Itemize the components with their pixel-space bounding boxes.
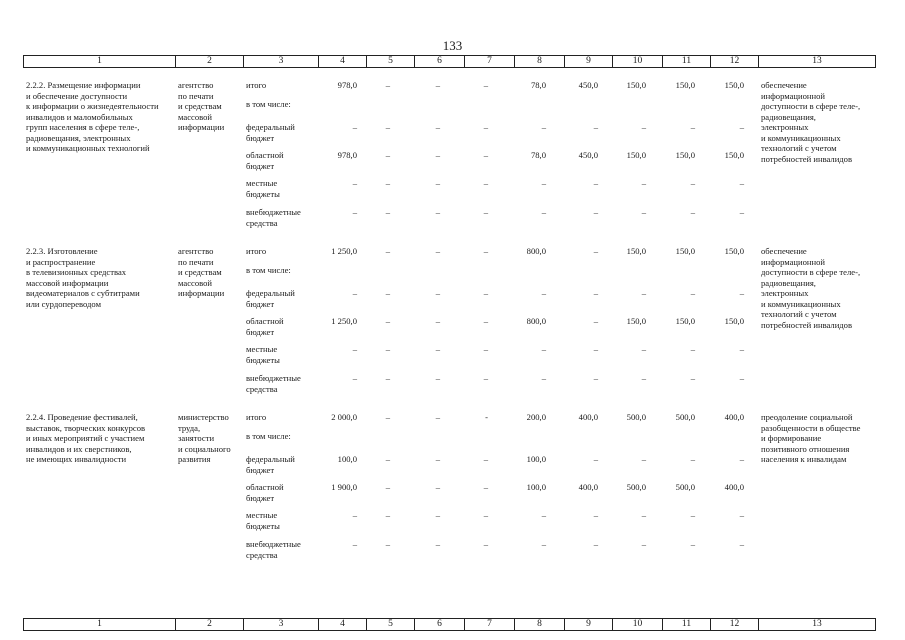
value-cell: 150,0 <box>724 246 744 256</box>
value-cell: 100,0 <box>526 454 546 464</box>
value-cell: 500,0 <box>675 412 695 422</box>
funding-source-line: внебюджетные <box>246 373 301 383</box>
value-cell: 150,0 <box>626 150 646 160</box>
value-cell: – <box>483 178 488 188</box>
value-cell: – <box>435 207 440 217</box>
value-cell: – <box>641 178 646 188</box>
value-cell: – <box>435 454 440 464</box>
value-cell: – <box>593 316 598 326</box>
header-cell-9: 9 <box>565 619 613 631</box>
executor <box>178 80 246 133</box>
header-cell-6: 6 <box>415 619 465 631</box>
value-cell: 400,0 <box>724 482 744 492</box>
value-cell: – <box>385 344 390 354</box>
column-header-top <box>23 55 876 68</box>
executor-line: труда, <box>178 422 201 433</box>
value-cell: – <box>739 344 744 354</box>
expected-result <box>761 246 877 330</box>
value-cell: – <box>593 122 598 132</box>
value-cell: – <box>641 207 646 217</box>
value-cell: – <box>352 539 357 549</box>
funding-source <box>246 539 321 560</box>
value-cell: – <box>435 288 440 298</box>
header-row <box>24 56 876 68</box>
expected-result-line: и коммуникационных <box>761 298 841 309</box>
value-cell: 800,0 <box>526 316 546 326</box>
value-cell: – <box>435 178 440 188</box>
value-cell: – <box>593 288 598 298</box>
value-cell: – <box>739 539 744 549</box>
executor-line: министерство <box>178 412 229 422</box>
expected-result-line: населения к инвалидам <box>761 454 847 464</box>
value-cell: 150,0 <box>626 316 646 326</box>
value-cell: – <box>352 373 357 383</box>
expected-result-line: потребностей инвалидов <box>761 153 853 164</box>
funding-source-line: бюджет <box>246 492 275 503</box>
value-cell: – <box>435 482 440 492</box>
expected-result <box>761 412 877 465</box>
value-cell: – <box>739 373 744 383</box>
header-cell-5: 5 <box>367 619 415 631</box>
expected-result-line: и коммуникационных <box>761 132 841 143</box>
measure-name-line: выставок, творческих конкурсов <box>26 422 146 433</box>
value-cell: – <box>385 510 390 520</box>
funding-source-line: местные <box>246 178 278 188</box>
value-cell: 150,0 <box>626 80 646 90</box>
funding-source-line: областной <box>246 150 284 160</box>
measure-name-line: инвалидов и маломобильных <box>26 111 133 122</box>
expected-result-line: технологий с учетом <box>761 143 837 153</box>
expected-result-line: обеспечение <box>761 246 807 256</box>
expected-result-line: электронных <box>761 288 809 298</box>
value-cell: – <box>690 207 695 217</box>
value-cell: – <box>385 122 390 132</box>
executor-line: занятости <box>178 433 215 443</box>
value-cell: – <box>541 344 546 354</box>
funding-source-line: местные <box>246 510 278 520</box>
value-cell: – <box>352 510 357 520</box>
value-cell: – <box>385 80 390 90</box>
measure-name-line: массовой информации <box>26 277 109 288</box>
header-cell-3: 3 <box>244 619 319 631</box>
value-cell: – <box>483 344 488 354</box>
executor-line: массовой <box>178 111 213 122</box>
value-cell: 1 250,0 <box>331 316 357 326</box>
funding-source-line: итого <box>246 80 267 90</box>
expected-result-line: радиовещания, <box>761 111 816 122</box>
value-cell: 2 000,0 <box>331 412 357 422</box>
funding-source-line: бюджет <box>246 160 275 171</box>
value-cell: – <box>593 454 598 464</box>
value-cell: – <box>435 246 440 256</box>
value-cell: 150,0 <box>675 316 695 326</box>
value-cell: 150,0 <box>675 150 695 160</box>
value-cell: 150,0 <box>724 150 744 160</box>
value-cell: – <box>690 122 695 132</box>
funding-source-line: федеральный <box>246 454 295 464</box>
value-cell: – <box>641 510 646 520</box>
expected-result-line: обеспечение <box>761 80 807 90</box>
expected-result-line: доступности в сфере теле-, <box>761 101 861 111</box>
value-cell: – <box>483 539 488 549</box>
executor-line: развития <box>178 454 211 464</box>
executor-line: и средствам <box>178 267 222 277</box>
measure-name-line: 2.2.4. Проведение фестивалей, <box>26 412 138 422</box>
value-cell: – <box>483 316 488 326</box>
measure-name-line: в телевизионных средствах <box>26 267 127 277</box>
measure-name-line: и иных мероприятий с участием <box>26 433 145 443</box>
executor-line: и средствам <box>178 101 222 111</box>
funding-source-line: внебюджетные <box>246 207 301 217</box>
value-cell: – <box>352 207 357 217</box>
expected-result-line: преодоление социальной <box>761 412 853 422</box>
value-cell: – <box>385 246 390 256</box>
value-cell: – <box>541 539 546 549</box>
header-cell-6: 6 <box>415 56 465 68</box>
header-cell-9: 9 <box>565 56 613 68</box>
funding-source-line: местные <box>246 344 278 354</box>
value-cell: – <box>593 344 598 354</box>
funding-source <box>246 482 321 503</box>
value-cell: – <box>483 150 488 160</box>
measure-name-line: и коммуникационных технологий <box>26 143 150 153</box>
value-cell: – <box>690 178 695 188</box>
value-cell: – <box>739 207 744 217</box>
header-cell-7: 7 <box>465 56 515 68</box>
value-cell: – <box>690 373 695 383</box>
executor-line: массовой <box>178 277 213 288</box>
measure-name <box>26 412 176 465</box>
measure-name-line: 2.2.2. Размещение информации <box>26 80 141 90</box>
header-cell-10: 10 <box>613 56 663 68</box>
value-cell: – <box>593 207 598 217</box>
header-cell-8: 8 <box>515 56 565 68</box>
value-cell: – <box>435 373 440 383</box>
value-cell: – <box>641 344 646 354</box>
value-cell: – <box>352 288 357 298</box>
funding-source-line: в том числе: <box>246 265 291 275</box>
executor-line: информации <box>178 288 225 298</box>
executor-line: агентство <box>178 246 214 256</box>
value-cell: 500,0 <box>675 482 695 492</box>
value-cell: 450,0 <box>578 150 598 160</box>
value-cell: 100,0 <box>526 482 546 492</box>
funding-source-line: итого <box>246 246 267 256</box>
value-cell: – <box>690 510 695 520</box>
value-cell: 400,0 <box>578 412 598 422</box>
value-cell: – <box>739 178 744 188</box>
funding-source <box>246 454 321 475</box>
value-cell: 500,0 <box>626 482 646 492</box>
executor-line: по печати <box>178 256 214 267</box>
value-cell: – <box>435 316 440 326</box>
funding-source <box>246 265 321 276</box>
expected-result-line: разобщенности в обществе <box>761 422 861 433</box>
header-cell-5: 5 <box>367 56 415 68</box>
value-cell: 200,0 <box>526 412 546 422</box>
executor-line: по печати <box>178 90 214 101</box>
funding-source <box>246 288 321 309</box>
value-cell: 150,0 <box>675 246 695 256</box>
value-cell: 978,0 <box>337 150 357 160</box>
page-number: 133 <box>442 38 463 53</box>
value-cell: – <box>641 373 646 383</box>
value-cell: – <box>739 510 744 520</box>
executor-line: агентство <box>178 80 214 90</box>
value-cell: – <box>690 454 695 464</box>
value-cell: - <box>485 412 488 422</box>
value-cell: 1 250,0 <box>331 246 357 256</box>
value-cell: – <box>385 178 390 188</box>
value-cell: – <box>352 178 357 188</box>
measure-name-line: 2.2.3. Изготовление <box>26 246 98 256</box>
value-cell: – <box>483 454 488 464</box>
header-cell-8: 8 <box>515 619 565 631</box>
value-cell: 500,0 <box>626 412 646 422</box>
executor <box>178 246 246 299</box>
funding-source-line: областной <box>246 482 284 492</box>
funding-source <box>246 344 321 365</box>
header-cell-2: 2 <box>176 56 244 68</box>
value-cell: – <box>641 454 646 464</box>
value-cell: – <box>690 288 695 298</box>
value-cell: – <box>541 373 546 383</box>
value-cell: – <box>385 288 390 298</box>
value-cell: – <box>435 80 440 90</box>
header-cell-1: 1 <box>24 619 176 631</box>
column-header-bottom <box>23 618 876 631</box>
value-cell: – <box>593 178 598 188</box>
expected-result-line: потребностей инвалидов <box>761 319 853 330</box>
header-cell-13: 13 <box>759 56 876 68</box>
header-cell-4: 4 <box>319 619 367 631</box>
funding-source <box>246 412 321 423</box>
value-cell: – <box>593 373 598 383</box>
value-cell: – <box>435 122 440 132</box>
value-cell: 978,0 <box>337 80 357 90</box>
expected-result-line: технологий с учетом <box>761 309 837 319</box>
funding-source <box>246 246 321 257</box>
value-cell: – <box>690 344 695 354</box>
header-cell-12: 12 <box>711 619 759 631</box>
value-cell: – <box>593 510 598 520</box>
value-cell: – <box>641 288 646 298</box>
funding-source-line: средства <box>246 217 278 228</box>
value-cell: – <box>385 482 390 492</box>
value-cell: 100,0 <box>337 454 357 464</box>
measure-name-line: и распространение <box>26 256 96 267</box>
value-cell: – <box>483 373 488 383</box>
value-cell: – <box>483 122 488 132</box>
value-cell: – <box>541 288 546 298</box>
executor-line: и социального <box>178 443 231 454</box>
funding-source-line: средства <box>246 549 278 560</box>
value-cell: 150,0 <box>724 316 744 326</box>
value-cell: – <box>385 316 390 326</box>
measure-name-line: радиовещания, электронных <box>26 132 131 143</box>
value-cell: – <box>593 246 598 256</box>
funding-source-line: бюджет <box>246 464 275 475</box>
funding-source-line: областной <box>246 316 284 326</box>
funding-source <box>246 80 321 91</box>
header-cell-7: 7 <box>465 619 515 631</box>
funding-source <box>246 431 321 442</box>
funding-source-line: федеральный <box>246 288 295 298</box>
header-cell-1: 1 <box>24 56 176 68</box>
funding-source <box>246 373 321 394</box>
measure-name-line: видеоматериалов с субтитрами <box>26 288 140 298</box>
value-cell: 400,0 <box>578 482 598 492</box>
expected-result-line: доступности в сфере теле-, <box>761 267 861 277</box>
funding-source <box>246 510 321 531</box>
value-cell: 78,0 <box>530 150 546 160</box>
funding-source-line: бюджеты <box>246 520 280 531</box>
value-cell: – <box>483 207 488 217</box>
funding-source-line: в том числе: <box>246 431 291 441</box>
value-cell: – <box>541 122 546 132</box>
funding-source <box>246 150 321 171</box>
funding-source <box>246 122 321 143</box>
value-cell: – <box>385 373 390 383</box>
value-cell: 800,0 <box>526 246 546 256</box>
value-cell: – <box>641 122 646 132</box>
value-cell: 150,0 <box>724 80 744 90</box>
measure-name-line: к информации о жизнедеятельности <box>26 101 159 111</box>
value-cell: – <box>690 539 695 549</box>
measure-name <box>26 80 176 154</box>
value-cell: – <box>483 246 488 256</box>
header-cell-4: 4 <box>319 56 367 68</box>
funding-source-line: бюджет <box>246 326 275 337</box>
funding-source <box>246 207 321 228</box>
value-cell: 150,0 <box>626 246 646 256</box>
measure-name-line: и обеспечение доступности <box>26 90 128 101</box>
funding-source <box>246 99 321 110</box>
header-cell-10: 10 <box>613 619 663 631</box>
expected-result-line: и формирование <box>761 433 822 443</box>
funding-source-line: бюджет <box>246 298 275 309</box>
value-cell: – <box>541 207 546 217</box>
funding-source-line: в том числе: <box>246 99 291 109</box>
funding-source-line: федеральный <box>246 122 295 132</box>
funding-source-line: внебюджетные <box>246 539 301 549</box>
value-cell: 78,0 <box>530 80 546 90</box>
executor-line: информации <box>178 122 225 132</box>
funding-source-line: бюджет <box>246 132 275 143</box>
header-row <box>24 619 876 631</box>
expected-result-line: позитивного отношения <box>761 443 850 454</box>
value-cell: – <box>739 122 744 132</box>
funding-source-line: бюджеты <box>246 354 280 365</box>
measure-name-line: не имеющих инвалидности <box>26 454 127 464</box>
value-cell: – <box>483 288 488 298</box>
header-cell-2: 2 <box>176 619 244 631</box>
value-cell: – <box>541 178 546 188</box>
measure-name-line: групп населения в сфере теле-, <box>26 122 140 132</box>
funding-source-line: средства <box>246 383 278 394</box>
value-cell: – <box>593 539 598 549</box>
value-cell: – <box>352 344 357 354</box>
header-cell-11: 11 <box>663 56 711 68</box>
funding-source <box>246 178 321 199</box>
executor <box>178 412 246 465</box>
value-cell: 150,0 <box>675 80 695 90</box>
value-cell: – <box>739 454 744 464</box>
expected-result-line: информационной <box>761 90 826 101</box>
value-cell: – <box>435 344 440 354</box>
value-cell: 400,0 <box>724 412 744 422</box>
value-cell: – <box>435 539 440 549</box>
value-cell: – <box>435 412 440 422</box>
value-cell: – <box>483 510 488 520</box>
value-cell: – <box>739 288 744 298</box>
header-cell-12: 12 <box>711 56 759 68</box>
expected-result-line: информационной <box>761 256 826 267</box>
value-cell: – <box>385 412 390 422</box>
value-cell: – <box>352 122 357 132</box>
header-cell-3: 3 <box>244 56 319 68</box>
funding-source-line: итого <box>246 412 267 422</box>
value-cell: – <box>541 510 546 520</box>
value-cell: – <box>435 150 440 160</box>
value-cell: – <box>385 207 390 217</box>
expected-result-line: радиовещания, <box>761 277 816 288</box>
value-cell: – <box>435 510 440 520</box>
value-cell: 450,0 <box>578 80 598 90</box>
value-cell: – <box>641 539 646 549</box>
funding-source <box>246 316 321 337</box>
value-cell: – <box>385 454 390 464</box>
header-cell-13: 13 <box>759 619 876 631</box>
header-cell-11: 11 <box>663 619 711 631</box>
value-cell: – <box>385 539 390 549</box>
measure-name <box>26 246 176 309</box>
measure-name-line: или сурдопереводом <box>26 298 102 309</box>
value-cell: – <box>483 482 488 492</box>
value-cell: 1 900,0 <box>331 482 357 492</box>
funding-source-line: бюджеты <box>246 188 280 199</box>
expected-result-line: электронных <box>761 122 809 132</box>
value-cell: – <box>385 150 390 160</box>
value-cell: – <box>483 80 488 90</box>
expected-result <box>761 80 877 164</box>
measure-name-line: инвалидов и их сверстников, <box>26 443 132 454</box>
